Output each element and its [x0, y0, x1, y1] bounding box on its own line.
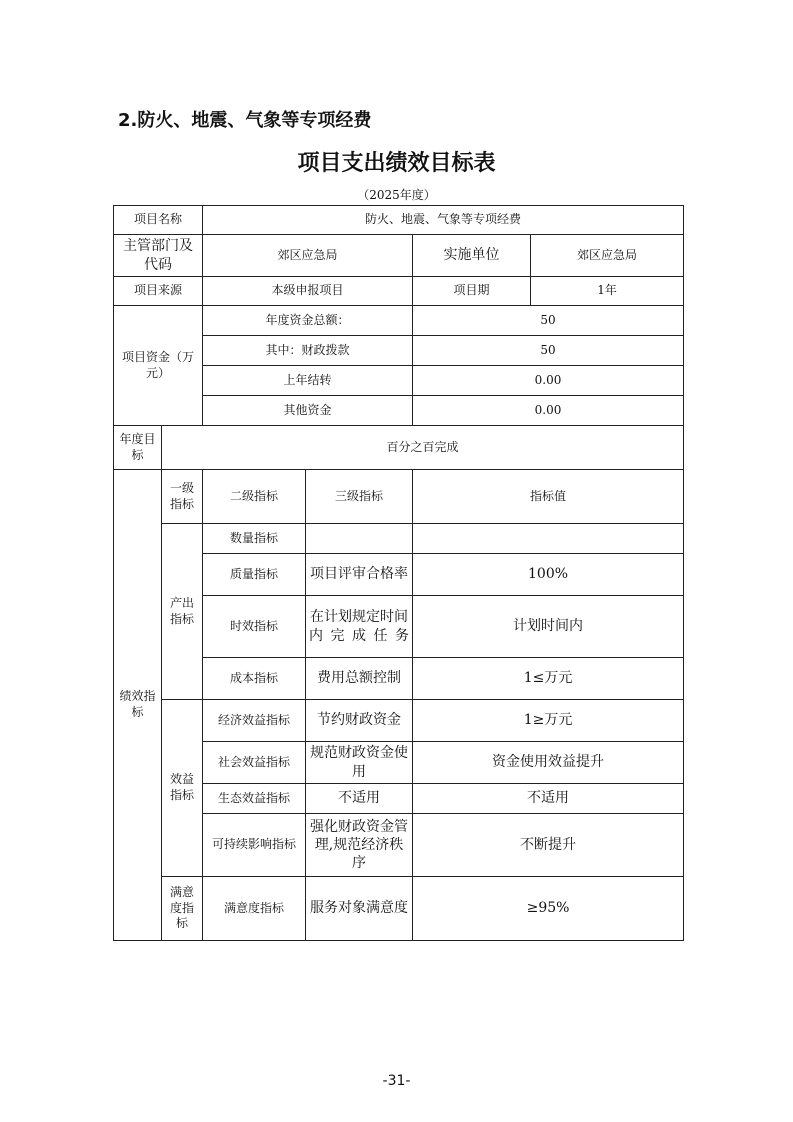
document-subtitle: （2025年度）	[357, 188, 436, 202]
indicator-level2: 社会效益指标	[203, 742, 306, 784]
indicator-level3: 费用总额控制	[306, 658, 413, 700]
table-row	[114, 426, 684, 470]
header-level2: 二级指标	[203, 470, 306, 524]
period-value: 1年	[531, 277, 684, 306]
project-name-label: 项目名称	[114, 206, 203, 235]
indicator-value: 计划时间内	[413, 596, 684, 658]
source-value: 本级申报项目	[203, 277, 413, 306]
header-level1: 一级指标	[162, 470, 203, 524]
indicator-level3: 节约财政资金	[306, 700, 413, 742]
annual-goal-label: 年度目标	[114, 426, 162, 470]
fund-row-label: 上年结转	[203, 366, 413, 396]
indicator-level2: 可持续影响指标	[203, 814, 306, 877]
indicator-level3: 在计划规定时间内完成任务	[306, 596, 413, 658]
fund-row-value: 0.00	[413, 366, 684, 396]
fund-row-value: 50	[413, 336, 684, 366]
indicator-value: 资金使用效益提升	[413, 742, 684, 784]
table-row	[114, 277, 684, 306]
indicator-value	[413, 524, 684, 554]
effect-category-label: 效益指标	[162, 700, 203, 877]
indicator-level3: 规范财政资金使用	[306, 742, 413, 784]
impl-value: 郊区应急局	[531, 235, 684, 277]
table-row	[114, 206, 684, 235]
indicator-value: 100%	[413, 554, 684, 596]
fund-row-value: 50	[413, 306, 684, 336]
table-row	[114, 700, 684, 742]
output-category-label: 产出指标	[162, 524, 203, 700]
indicator-level2: 质量指标	[203, 554, 306, 596]
perf-group-label: 绩效指标	[114, 470, 162, 941]
document-title: 项目支出绩效目标表	[297, 151, 496, 176]
indicator-level3: 强化财政资金管理,规范经济秩序	[306, 814, 413, 877]
dept-label: 主管部门及代码	[114, 235, 203, 277]
project-name-value: 防火、地震、气象等专项经费	[203, 206, 684, 235]
indicator-value: 不断提升	[413, 814, 684, 877]
fund-row-value: 0.00	[413, 396, 684, 426]
section-heading: 2.防火、地震、气象等专项经费	[118, 110, 372, 131]
table-row	[114, 235, 684, 277]
table-row	[114, 524, 684, 554]
source-label: 项目来源	[114, 277, 203, 306]
indicator-level2: 成本指标	[203, 658, 306, 700]
table-row	[114, 470, 684, 524]
fund-row-label: 其他资金	[203, 396, 413, 426]
indicator-level3	[306, 524, 413, 554]
annual-goal-value: 百分之百完成	[162, 426, 684, 470]
indicator-level2: 满意度指标	[203, 877, 306, 941]
indicator-level3: 不适用	[306, 784, 413, 814]
indicator-level2: 时效指标	[203, 596, 306, 658]
fund-label: 项目资金（万元）	[114, 306, 203, 426]
header-level3: 三级指标	[306, 470, 413, 524]
indicator-level3: 项目评审合格率	[306, 554, 413, 596]
dept-value: 郊区应急局	[203, 235, 413, 277]
satisfaction-category-label: 满意度指标	[162, 877, 203, 941]
indicator-level2: 经济效益指标	[203, 700, 306, 742]
indicator-level2: 数量指标	[203, 524, 306, 554]
indicator-level2: 生态效益指标	[203, 784, 306, 814]
impl-label: 实施单位	[413, 235, 531, 277]
table-row	[114, 306, 684, 336]
indicator-value: 不适用	[413, 784, 684, 814]
fund-row-label: 其中：财政拨款	[203, 336, 413, 366]
table-row	[114, 877, 684, 941]
performance-table	[113, 205, 684, 941]
indicator-value: ≥95%	[413, 877, 684, 941]
indicator-level3: 服务对象满意度	[306, 877, 413, 941]
indicator-value: 1≥万元	[413, 700, 684, 742]
indicator-value: 1≤万元	[413, 658, 684, 700]
fund-row-label: 年度资金总额：	[203, 306, 413, 336]
page-number: -31-	[382, 1073, 411, 1089]
header-value: 指标值	[413, 470, 684, 524]
period-label: 项目期	[413, 277, 531, 306]
